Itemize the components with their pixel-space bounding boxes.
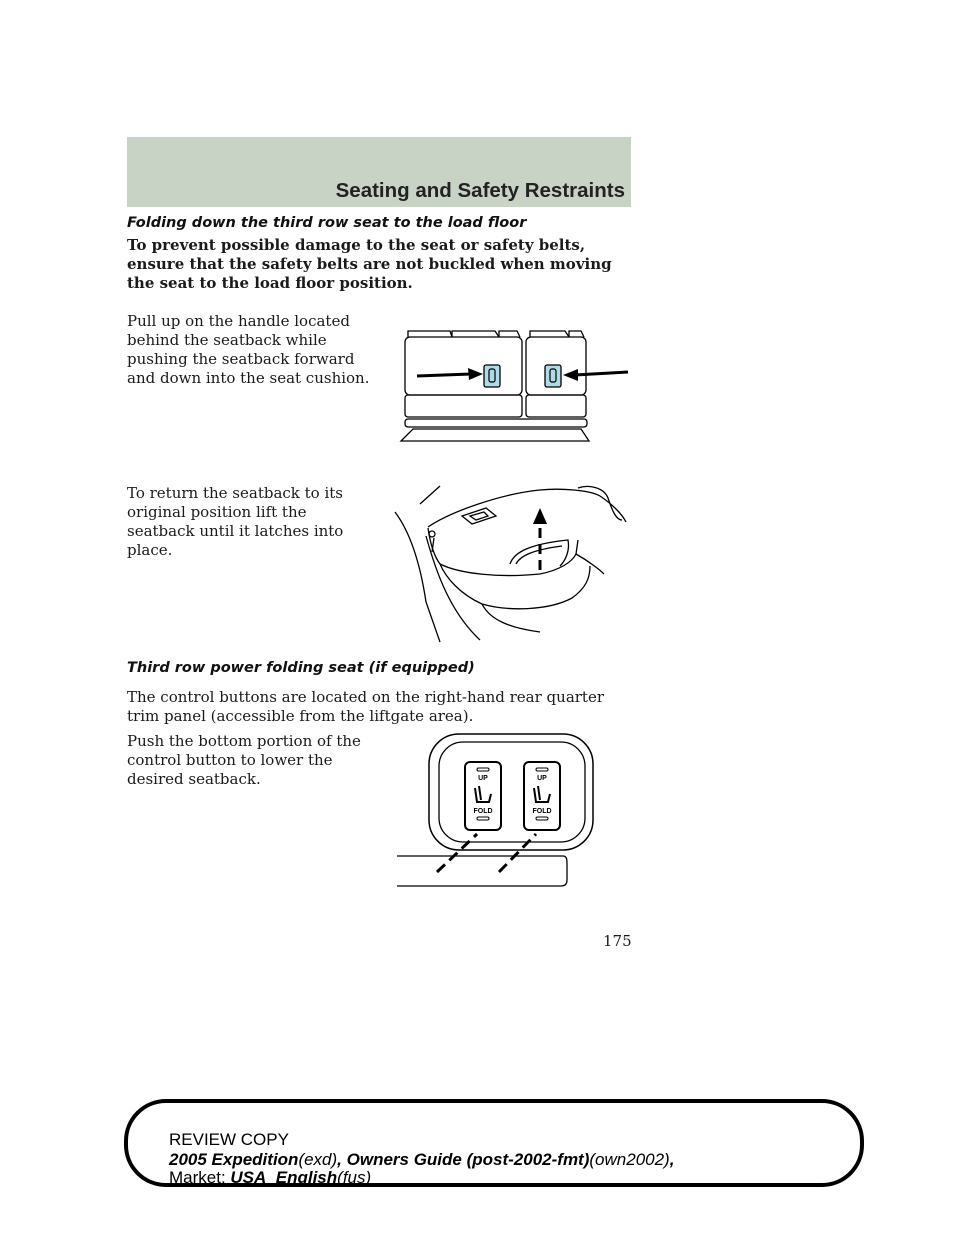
arrow-left — [417, 374, 471, 376]
footer-market-code: (fus) — [337, 1168, 372, 1187]
up-label-left: UP — [478, 775, 488, 782]
third-row-right-switch[interactable] — [524, 762, 560, 830]
footer-market: USA_English — [230, 1168, 338, 1187]
power-folding-intro: The control buttons are located on the right-hand rear quarter trim panel (accessible from the liftgate area). — [127, 688, 605, 725]
fold-label-right: FOLD — [532, 808, 552, 815]
seat-handle-right — [545, 365, 561, 387]
footer-sep2: , — [669, 1150, 675, 1169]
footer-vehicle: 2005 Expedition — [169, 1150, 299, 1169]
page-number: 175 — [603, 932, 632, 950]
footer-vehicle-code: (exd) — [298, 1150, 338, 1169]
third-row-left-switch[interactable] — [465, 762, 501, 830]
footer-review-copy: REVIEW COPY — [169, 1130, 289, 1149]
seat-handle-left — [484, 365, 500, 387]
section-heading-fold-down: Folding down the third row seat to the load floor — [127, 215, 527, 231]
header-band — [127, 137, 631, 207]
footer-guide-code: (own2002) — [589, 1150, 670, 1169]
up-label-right: UP — [537, 775, 547, 782]
footer-sep1: , — [337, 1150, 347, 1169]
figure-seatback-lift — [390, 482, 630, 642]
footer-document-line — [169, 1151, 674, 1169]
review-copy-footer — [124, 1099, 864, 1187]
arrow-right — [575, 372, 628, 375]
fold-label-left: FOLD — [473, 808, 493, 815]
pointer-right — [499, 834, 536, 872]
footer-market-line — [169, 1169, 371, 1187]
power-folding-instruction: Push the bottom portion of the control button to lower the desired seatback. — [127, 732, 361, 788]
section-heading-power-folding: Third row power folding seat (if equipped) — [127, 660, 475, 676]
figure-seatback-handles — [395, 325, 635, 445]
safety-warning-paragraph: To prevent possible damage to the seat or safety belts, ensure that the safety belts are not buckled when moving the seat to the load floor position. — [127, 236, 612, 292]
pointer-left — [437, 834, 477, 872]
fold-down-instruction: Pull up on the handle located behind the seatback while pushing the seatback forward and down into the seat cushion. — [127, 312, 370, 387]
footer-market-label: Market: — [169, 1168, 231, 1187]
figure-power-fold-controls — [395, 730, 605, 895]
footer-guide: Owners Guide (post-2002-fmt) — [346, 1150, 590, 1169]
page-header-title: Seating and Safety Restraints — [335, 179, 625, 202]
return-seatback-instruction: To return the seatback to its original position lift the seatback until it latches into place. — [127, 484, 344, 559]
